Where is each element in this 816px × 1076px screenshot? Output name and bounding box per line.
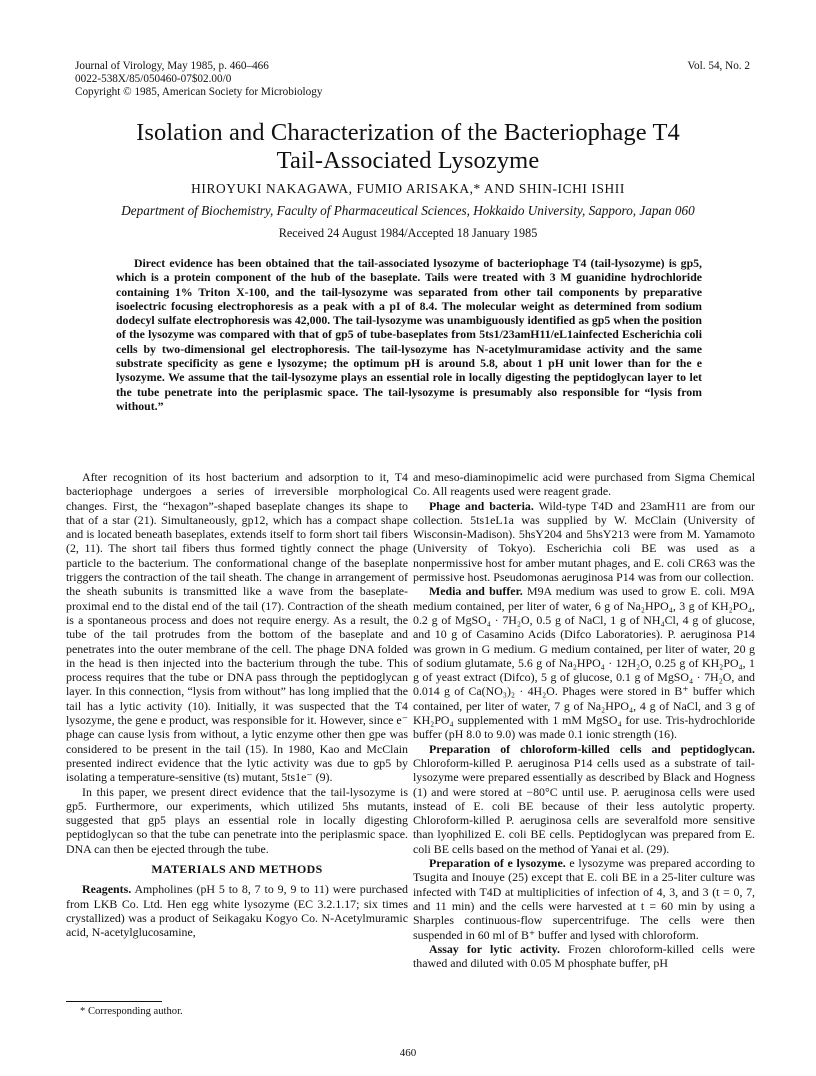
- article-title: [60, 119, 756, 175]
- footnote-divider: [66, 1001, 162, 1002]
- continued-paragraph: and meso-diaminopimelic acid were purchased from Sigma Chemical Co. All reagents used were reagent grade.: [413, 470, 755, 499]
- abstract-text: Direct evidence has been obtained that the tail-associated lysozyme of bacteriophage T4 (tail-lysozyme) is gp5, which is a protein component of the hub of the baseplate. Tails were treated with 3 M guanidine hydrochloride containing 1% Triton X-100, and the tail-lysozyme was separated from other tail components by preparative isoelectric focusing electrophoresis as a peak with a pI of 8.4. The molecular weight as determined from sodium dodecyl sulfate electrophoresis was 42,000. The tail-lysozyme was unambiguously identified as gp5 when the position of the lysozyme was compared with that of gp5 of tube-baseplates from 5ts1/23amH11/eL1ainfected Escherichia coli cells by two-dimensional gel electrophoresis. The tail-lysozyme has N-acetylmuramidase activity and the same substrate specificity as gene e lysozyme; the optimum pH is around 5.8, about 1 pH unit lower than for the e lysozyme. We assume that the tail-lysozyme plays an essential role in locally digesting the peptidoglycan layer to let the tube penetrate into the periplasmic space. The tail-lysozyme is presumably also responsible for “lysis from without.”: [116, 256, 702, 413]
- phage-bacteria-heading: Phage and bacteria.: [429, 498, 534, 513]
- section-heading-materials-methods: MATERIALS AND METHODS: [151, 862, 323, 877]
- journal-citation: Journal of Virology, May 1985, p. 460–466: [75, 60, 269, 72]
- chloroform-cells-paragraph: [413, 742, 755, 856]
- media-buffer-text: M9A medium was used to grow E. coli. M9A medium contained, per liter of water, 6 g of Na₂HPO₄, 3 g of KH₂PO₄, 0.2 g of MgSO₄ · 7H₂O, 0.5 g of NaCl, 1 g of NH₄Cl, 4 g of glucose, and 10 g of Casamino Acids (Difco Laboratories). P. aeruginosa P14 was grown in G medium. G medium contained, per liter of water, 20 g of sodium glutamate, 5.6 g of Na₂HPO₄ · 12H₂O, 0.25 g of KH₂PO₄, 1 g of yeast extract (Difco), 5 g of glucose, 0.1 g of MgSO₄ · 7H₂O, and 0.014 g of Ca(NO₃)₂ · 4H₂O. Phages were stored in B⁺ buffer which contained, per liter of water, 7 g of Na₂HPO₄, 4 g of NaCl, and 3 g of KH₂PO₄ supplemented with 1 mM MgSO₄ for use. Tris-hydrochloride buffer (pH 8.0 to 9.0) was made 0.1 ionic strength (16).: [413, 584, 756, 742]
- e-lysozyme-text: e lysozyme was prepared according to Tsugita and Inouye (25) except that E. coli BE in a 25-liter culture was infected with T4D at multiplicities of infection of 4, 3, and 3 (t = 0, 7, and 11 min) and the cells were harvested at t = 60 min by using a Sharples continuous-flow supercentrifuge. The cells were then suspended in 60 ml of B⁺ buffer and lysed with chloroform.: [413, 856, 755, 942]
- issn-line: 0022-538X/85/050460-07$02.00/0: [75, 73, 232, 85]
- chloroform-cells-heading: Preparation of chloroform-killed cells and peptidoglycan.: [429, 741, 755, 756]
- e-lysozyme-paragraph: [413, 856, 755, 942]
- right-column: [413, 470, 755, 970]
- title-line-1: Isolation and Characterization of the Bacteriophage T4: [136, 119, 680, 146]
- lytic-assay-paragraph: [413, 942, 755, 971]
- author-list: HIROYUKI NAKAGAWA, FUMIO ARISAKA,* AND SHIN-ICHI ISHII: [191, 181, 625, 196]
- e-lysozyme-heading: Preparation of e lysozyme.: [429, 856, 566, 871]
- intro-paragraph-2: In this paper, we present direct evidence that the tail-lysozyme is gp5. Furthermore, our experiments, which utilized 5hs mutants, suggested that gp5 plays an essential role in locally digesting peptidoglycan so that the tube can penetrate into the periplasmic space. DNA can then be ejected through the tube.: [66, 784, 408, 856]
- media-buffer-heading: Media and buffer.: [429, 584, 523, 599]
- left-column: [66, 470, 408, 940]
- phage-bacteria-text: Wild-type T4D and 23amH11 are from our collection. 5ts1eL1a was supplied by W. McClain (University of Wisconsin-Madison). 5hsY204 and 5hsY213 were from M. Yamamoto (University of Tokyo). Escherichia coli BE was used as a nonpermissive host for amber mutant phages, and E. coli CR63 was the permissive host. Pseudomonas aeruginosa P14 was from our collection.: [413, 498, 755, 585]
- reagents-text: Ampholines (pH 5 to 8, 7 to 9, 9 to 11) were purchased from LKB Co. Ltd. Hen egg white lysozyme (EC 3.2.1.17; six times crystallized) was a product of Seikagaku Kogyo Co. N-Acetylmuramic acid, N-acetylglucosamine,: [66, 882, 408, 940]
- abstract: [116, 256, 702, 413]
- phage-bacteria-paragraph: [413, 499, 755, 585]
- corresponding-author-footnote: * Corresponding author.: [80, 1006, 183, 1017]
- journal-header: [75, 60, 322, 99]
- lytic-assay-heading: Assay for lytic activity.: [429, 941, 560, 956]
- lytic-assay-text: Frozen chloroform-killed cells were thawed and diluted with 0.05 M phosphate buffer, pH: [413, 941, 755, 971]
- reagents-paragraph: [66, 882, 408, 939]
- volume-issue: Vol. 54, No. 2: [687, 60, 750, 72]
- affiliation: Department of Biochemistry, Faculty of Pharmaceutical Sciences, Hokkaido University, Sapporo, Japan 060: [121, 203, 695, 218]
- chloroform-cells-text: Chloroform-killed P. aeruginosa P14 cells used as a substrate of tail-lysozyme were prepared essentially as described by Black and Hogness (1) and were stored at −80°C until use. P. aeruginosa cells were used instead of E. coli BE because of their less autolytic property. Chloroform-killed P. aeruginosa cells are severalfold more sensitive than lyophilized E. coli BE cells. Peptidoglycan was prepared from E. coli BE cells based on the method of Yanai et al. (29).: [413, 755, 755, 856]
- media-buffer-paragraph: [413, 584, 755, 741]
- page-number: 460: [399, 1047, 417, 1059]
- intro-paragraph-1: After recognition of its host bacterium and adsorption to it, T4 bacteriophage undergoes a series of irreversible morphological changes. First, the “hexagon”-shaped baseplate changes its shape to that of a star (21). Simultaneously, gp12, which has a compact shape and is located beneath baseplates, extends itself to form short tail fibers (2, 11). The short tail fibers thus formed tightly connect the phage particle to the bacterium. The conformational change of the baseplate triggers the contraction of the tail sheath. The change in arrangement of the sheath subunits is transmitted like a wave from the baseplate-proximal end to the distal end of the tail (17). Contraction of the sheath is a spontaneous process and does not require energy. As a result, the tube of the tail protrudes from the bottom of the baseplate and penetrates into the outer membrane of the cell. The phage DNA folded in the head is then injected into the bacterium through the tube. This process requires that the tube or DNA pass through the peptidoglycan layer. In this connection, “lysis from without” has long implied that the tail has a lytic activity (10). Initially, it was suspected that the T4 lysozyme, the gene e product, was responsible for it. However, since e⁻ phage can cause lysis from without, a lytic enzyme other then gpe was considered to be present in the tail (15). In 1980, Kao and McClain presented indirect evidence that the lytic activity was due to gp5 by isolating a temperature-sensitive (ts) mutant, 5ts1e⁻ (9).: [66, 470, 408, 785]
- title-line-2: Tail-Associated Lysozyme: [276, 147, 540, 174]
- copyright-line: Copyright © 1985, American Society for Microbiology: [75, 86, 323, 98]
- received-dates: Received 24 August 1984/Accepted 18 January 1985: [278, 226, 538, 240]
- reagents-heading: Reagents.: [82, 882, 132, 897]
